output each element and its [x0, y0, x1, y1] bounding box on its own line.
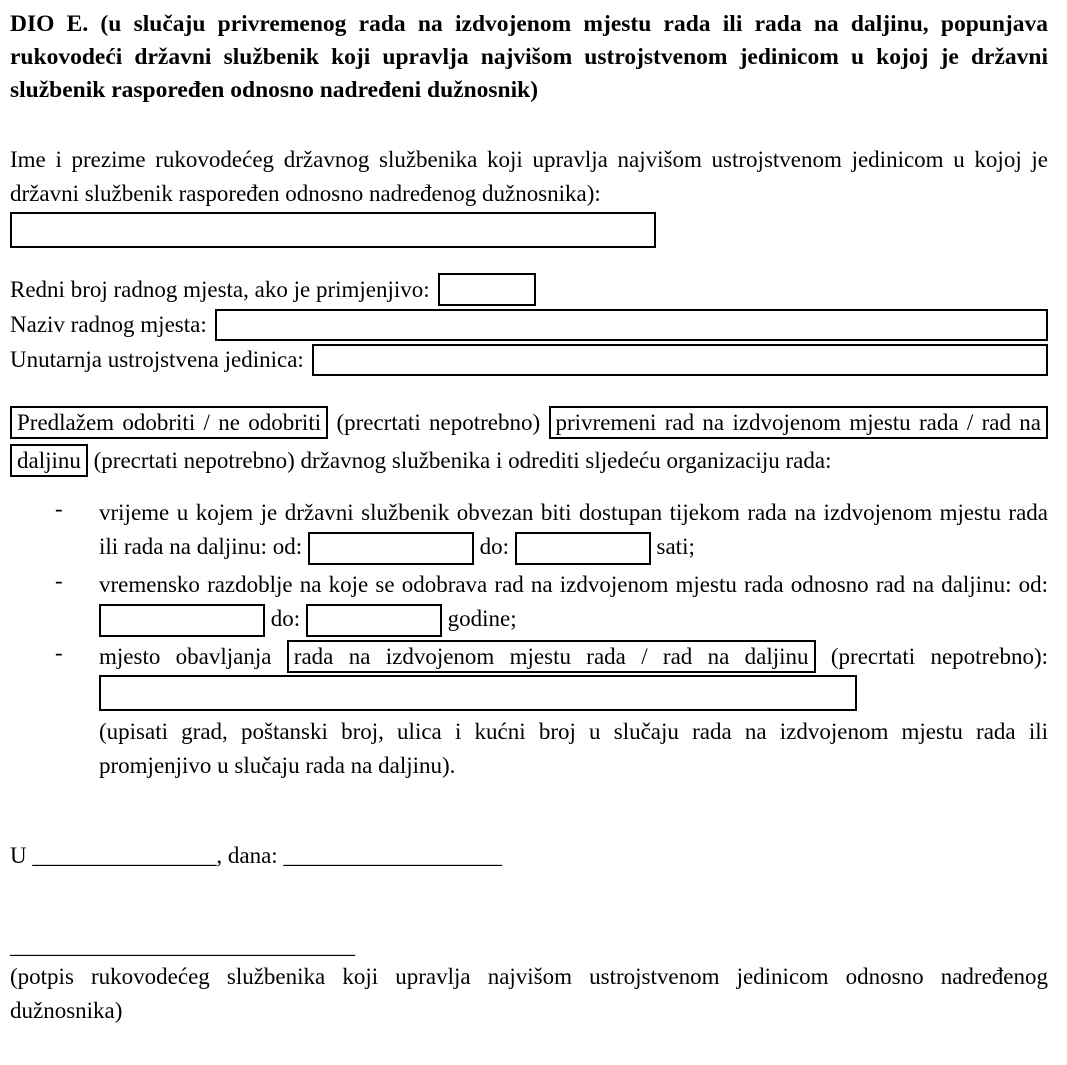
location-strike-note: (precrtati nepotrebno):: [830, 644, 1048, 670]
signature-line: ______________________________: [10, 933, 355, 959]
availability-do-label: do:: [479, 534, 510, 559]
period-text: vremensko razdoblje na koje se odobrava rad na izdvojenom mjestu rada odnosno rad na daljinu: od:: [99, 572, 1048, 598]
date-blank-line: ___________________: [283, 843, 502, 869]
intro-paragraph: Ime i prezime rukovodećeg državnog službenika koji upravlja najvišom ustrojstvenom jedinicom u kojoj je državni službenik raspoređen odnosno nadređenog dužnosnika):: [10, 147, 1048, 206]
bullet-location-body: [99, 640, 1048, 711]
bullet-dash: -: [55, 640, 63, 666]
redni-broj-input[interactable]: [438, 273, 536, 306]
bullet-item-period: [10, 568, 1048, 637]
field-row-unutarnja: [10, 342, 1048, 377]
proposal-option-approve: Predlažem odobriti / ne odobriti: [10, 406, 328, 439]
bullet-dash: -: [55, 496, 63, 521]
location-option-worktype: rada na izdvojenom mjestu rada / rad na daljinu: [287, 640, 816, 673]
availability-to-input[interactable]: [515, 532, 651, 565]
bullet-item-availability: [10, 496, 1048, 565]
fields-block: [10, 272, 1048, 377]
redni-broj-label: Redni broj radnog mjesta, ako je primjenjivo:: [10, 276, 430, 302]
availability-text: vrijeme u kojem je državni službenik obvezan biti dostupan tijekom rada na izdvojenom mjestu rada ili rada na daljinu: od:: [99, 500, 1048, 559]
location-note: (upisati grad, poštanski broj, ulica i kućni broj u slučaju rada na izdvojenom mjestu rada ili promjenjivo u slučaju rada na daljinu).: [99, 719, 1048, 779]
availability-from-input[interactable]: [308, 532, 474, 565]
organization-list: [10, 496, 1048, 783]
period-suffix: godine;: [447, 606, 517, 632]
date-label: , dana:: [216, 843, 278, 869]
availability-suffix: sati;: [656, 534, 695, 559]
unutarnja-input[interactable]: [312, 344, 1048, 376]
naziv-input[interactable]: [215, 309, 1048, 341]
bullet-period-body: [99, 568, 1048, 637]
period-from-input[interactable]: [99, 604, 265, 637]
proposal-tail-text: (precrtati nepotrebno) državnog službenika i odrediti sljedeću organizaciju rada:: [93, 448, 832, 473]
proposal-strike-note-1: (precrtati nepotrebno): [336, 410, 541, 435]
section-heading: DIO E. (u slučaju privremenog rada na izdvojenom mjestu rada ili rada na daljinu, popunjava rukovodeći državni službenik koji upravlja najvišom ustrojstvenom jedinicom u kojoj je državni službenik raspoređen odnosno nadređeni dužnosnik): [10, 11, 1048, 103]
naziv-label: Naziv radnog mjesta:: [10, 311, 207, 337]
bullet-dash: -: [55, 568, 63, 594]
proposal-option-worktype: privremeni rad na izdvojenom mjestu rada / rad na daljinu: [10, 406, 1048, 477]
bullet-availability-body: [99, 496, 1048, 565]
period-to-input[interactable]: [306, 604, 442, 637]
field-row-naziv: [10, 307, 1048, 342]
bullet-item-location: [10, 640, 1048, 783]
location-input[interactable]: [99, 675, 857, 711]
place-blank-line: ________________: [32, 843, 217, 869]
signature-note: (potpis rukovodećeg službenika koji upravlja najvišom ustrojstvenom jedinicom odnosno nadređenog dužnosnika): [10, 964, 1048, 1024]
period-do-label: do:: [270, 606, 301, 632]
place-date-line: [10, 839, 1048, 872]
location-prefix: mjesto obavljanja: [99, 644, 272, 670]
place-prefix: U: [10, 843, 27, 869]
signature-block: [10, 934, 1048, 1028]
field-row-redni-broj: [10, 272, 1048, 307]
unutarnja-label: Unutarnja ustrojstvena jedinica:: [10, 346, 304, 372]
proposal-paragraph: [10, 404, 1048, 480]
ime-prezime-input[interactable]: [10, 212, 656, 248]
